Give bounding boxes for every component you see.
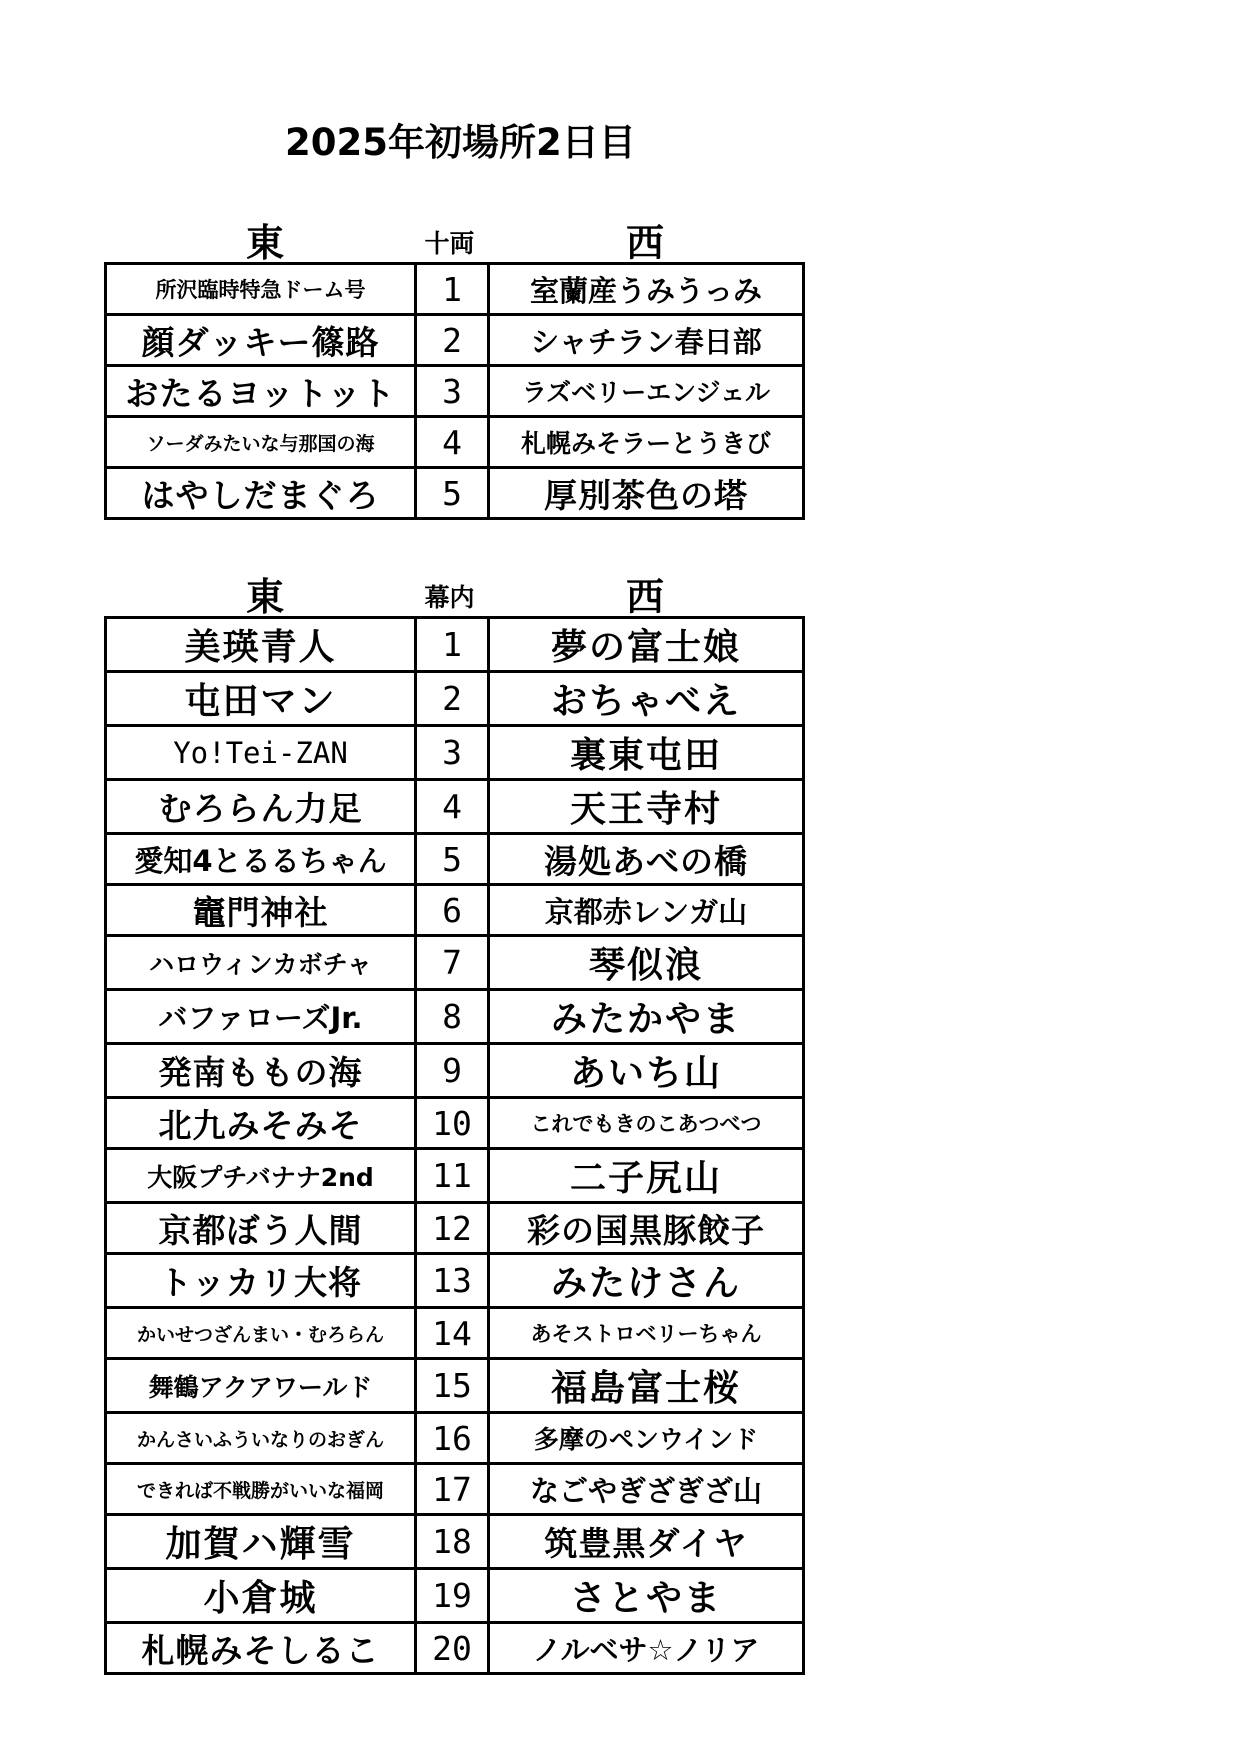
rank-number: 3 — [416, 366, 489, 417]
west-wrestler: 裏東屯田 — [489, 726, 804, 780]
rank-number: 8 — [416, 990, 489, 1044]
table-row — [106, 885, 804, 936]
rank-number: 16 — [416, 1413, 489, 1464]
east-wrestler: おたるヨットット — [106, 366, 416, 417]
juryo-division-header: 十両 — [424, 229, 475, 258]
rank-number: 2 — [416, 672, 489, 726]
west-wrestler: あいち山 — [489, 1044, 804, 1098]
table-row — [106, 315, 804, 366]
table-row — [106, 1203, 804, 1254]
table-row — [106, 1098, 804, 1149]
east-wrestler: 加賀ハ輝雪 — [106, 1515, 416, 1569]
east-wrestler: ハロウィンカボチャ — [106, 936, 416, 990]
rank-number: 14 — [416, 1308, 489, 1359]
east-wrestler: 大阪プチバナナ2nd — [106, 1149, 416, 1203]
rank-number: 5 — [416, 834, 489, 885]
rank-number: 6 — [416, 885, 489, 936]
table-row — [106, 834, 804, 885]
west-wrestler: 琴似浪 — [489, 936, 804, 990]
rank-number: 12 — [416, 1203, 489, 1254]
table-row — [106, 1464, 804, 1515]
makuuchi-east-header: 東 — [245, 575, 284, 619]
west-wrestler: みたけさん — [489, 1254, 804, 1308]
rank-number: 1 — [416, 618, 489, 672]
east-wrestler: 竈門神社 — [106, 885, 416, 936]
east-wrestler: 京都ぼう人間 — [106, 1203, 416, 1254]
rank-number: 13 — [416, 1254, 489, 1308]
west-wrestler: 厚別茶色の塔 — [489, 468, 804, 519]
rank-number: 18 — [416, 1515, 489, 1569]
rank-number: 11 — [416, 1149, 489, 1203]
east-wrestler: かいせつざんまい・むろらん — [106, 1308, 416, 1359]
west-wrestler: 筑豊黒ダイヤ — [489, 1515, 804, 1569]
west-wrestler: みたかやま — [489, 990, 804, 1044]
east-wrestler: 愛知4とるるちゃん — [106, 834, 416, 885]
west-wrestler: 札幌みそラーとうきび — [489, 417, 804, 468]
rank-number: 9 — [416, 1044, 489, 1098]
rank-number: 3 — [416, 726, 489, 780]
east-wrestler: 発南ももの海 — [106, 1044, 416, 1098]
table-row — [106, 990, 804, 1044]
juryo-table — [104, 262, 805, 520]
west-wrestler: 夢の富士娘 — [489, 618, 804, 672]
east-wrestler: 顔ダッキー篠路 — [106, 315, 416, 366]
west-wrestler: あそストロベリーちゃん — [489, 1308, 804, 1359]
juryo-east-header: 東 — [245, 221, 284, 265]
west-wrestler: 天王寺村 — [489, 780, 804, 834]
rank-number: 10 — [416, 1098, 489, 1149]
east-wrestler: かんさいふういなりのおぎん — [106, 1413, 416, 1464]
west-wrestler: なごやぎざぎざ山 — [489, 1464, 804, 1515]
east-wrestler: 所沢臨時特急ドーム号 — [106, 264, 416, 315]
west-wrestler: 福島富士桜 — [489, 1359, 804, 1413]
table-row — [106, 780, 804, 834]
table-row — [106, 726, 804, 780]
west-wrestler: 京都赤レンガ山 — [489, 885, 804, 936]
east-wrestler: バファローズJr. — [106, 990, 416, 1044]
west-wrestler: 多摩のペンウインド — [489, 1413, 804, 1464]
rank-number: 20 — [416, 1623, 489, 1674]
table-row — [106, 1044, 804, 1098]
makuuchi-table — [104, 616, 805, 1675]
rank-number: 1 — [416, 264, 489, 315]
west-wrestler: 室蘭産うみうっみ — [489, 264, 804, 315]
table-row — [106, 1308, 804, 1359]
table-row — [106, 1569, 804, 1623]
table-row — [106, 672, 804, 726]
table-row — [106, 1515, 804, 1569]
west-wrestler: 二子尻山 — [489, 1149, 804, 1203]
rank-number: 4 — [416, 417, 489, 468]
west-wrestler: シャチラン春日部 — [489, 315, 804, 366]
page-title: 2025年初場所2日目 — [285, 121, 636, 164]
rank-number: 19 — [416, 1569, 489, 1623]
rank-number: 17 — [416, 1464, 489, 1515]
east-wrestler: 札幌みそしるこ — [106, 1623, 416, 1674]
east-wrestler: 舞鶴アクアワールド — [106, 1359, 416, 1413]
east-wrestler: 北九みそみそ — [106, 1098, 416, 1149]
table-row — [106, 366, 804, 417]
juryo-west-header: 西 — [625, 221, 664, 265]
west-wrestler: おちゃべえ — [489, 672, 804, 726]
table-row — [106, 468, 804, 519]
rank-number: 5 — [416, 468, 489, 519]
west-wrestler: これでもきのこあつべつ — [489, 1098, 804, 1149]
east-wrestler: 屯田マン — [106, 672, 416, 726]
east-wrestler: ソーダみたいな与那国の海 — [106, 417, 416, 468]
west-wrestler: ラズベリーエンジェル — [489, 366, 804, 417]
rank-number: 4 — [416, 780, 489, 834]
makuuchi-division-header: 幕内 — [424, 583, 475, 612]
east-wrestler: 小倉城 — [106, 1569, 416, 1623]
table-row — [106, 618, 804, 672]
rank-number: 15 — [416, 1359, 489, 1413]
west-wrestler: 彩の国黒豚餃子 — [489, 1203, 804, 1254]
table-row — [106, 1359, 804, 1413]
table-row — [106, 1149, 804, 1203]
table-row — [106, 1254, 804, 1308]
table-row — [106, 1623, 804, 1674]
rank-number: 7 — [416, 936, 489, 990]
table-row — [106, 936, 804, 990]
east-wrestler: 美瑛青人 — [106, 618, 416, 672]
table-row — [106, 1413, 804, 1464]
west-wrestler: 湯処あべの橋 — [489, 834, 804, 885]
west-wrestler: さとやま — [489, 1569, 804, 1623]
rank-number: 2 — [416, 315, 489, 366]
east-wrestler: Yo!Tei-ZAN — [106, 726, 416, 780]
table-row — [106, 264, 804, 315]
table-row — [106, 417, 804, 468]
makuuchi-west-header: 西 — [625, 575, 664, 619]
east-wrestler: むろらん力足 — [106, 780, 416, 834]
west-wrestler: ノルベサ☆ノリア — [489, 1623, 804, 1674]
east-wrestler: できれば不戦勝がいいな福岡 — [106, 1464, 416, 1515]
east-wrestler: はやしだまぐろ — [106, 468, 416, 519]
east-wrestler: トッカリ大将 — [106, 1254, 416, 1308]
